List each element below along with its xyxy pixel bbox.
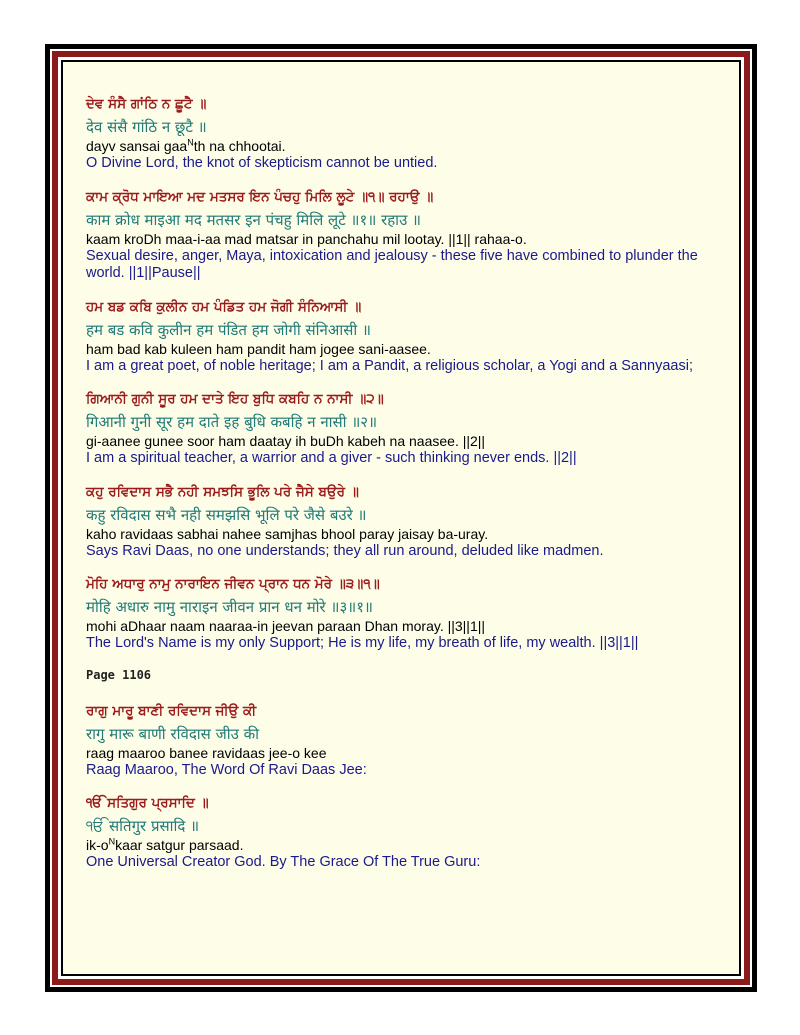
- gurmukhi-line: ਕਹੁ ਰਵਿਦਾਸ ਸਭੈ ਨਹੀ ਸਮਝਸਿ ਭੂਲਿ ਪਰੇ ਜੈਸੇ ਬਉਰੇ ॥: [86, 483, 359, 500]
- translit-part: ik-o: [86, 837, 109, 853]
- devanagari-line: काम क्रोध माइआ मद मतसर इन पंचहु मिलि लूटे ॥१॥ रहाउ ॥: [86, 210, 422, 229]
- gurmukhi-line: ਗਿਆਨੀ ਗੁਨੀ ਸੂਰ ਹਮ ਦਾਤੇ ਇਹ ਬੁਧਿ ਕਬਹਿ ਨ ਨਾਸੀ ॥੨॥: [86, 391, 384, 407]
- page-number-label: Page 1106: [86, 667, 152, 682]
- gurmukhi-line: ਦੇਵ ਸੰਸੈ ਗਾਂਠਿ ਨ ਛੂਟੈ ॥: [86, 96, 207, 112]
- translation-line: O Divine Lord, the knot of skepticism cannot be untied.: [86, 155, 438, 171]
- verse: [86, 483, 706, 561]
- transliteration-line: kaho ravidaas sabhai nahee samjhas bhool paray jaisay ba-uray.: [86, 525, 489, 542]
- transliteration-line: mohi aDhaar naam naaraa-in jeevan paraan Dhan moray. ||3||1||: [86, 618, 486, 634]
- translit-part: dayv sansai gaa: [86, 138, 188, 154]
- transliteration-line: gi-aanee gunee soor ham daatay ih buDh kabeh na naasee. ||2||: [86, 433, 486, 449]
- verse: [86, 390, 706, 468]
- translation-line: I am a great poet, of noble heritage; I am a Pandit, a religious scholar, a Yogi and a Sannyaasi;: [86, 357, 693, 374]
- gurmukhi-line: ੴ ਸਤਿਗੁਰ ਪ੍ਰਸਾਦਿ ॥: [86, 795, 209, 811]
- devanagari-line: ੴ सतिगुर प्रसादि ॥: [86, 817, 200, 835]
- transliteration-line: [86, 138, 706, 155]
- translation-line: Sexual desire, anger, Maya, intoxication and jealousy - these five have combined to plunder the world. ||1||Pause||: [86, 247, 698, 281]
- translation-line: I am a spiritual teacher, a warrior and a giver - such thinking never ends. ||2||: [86, 450, 577, 466]
- translit-superscript: N: [108, 836, 116, 847]
- translit-superscript: N: [187, 137, 194, 148]
- transliteration-line: ham bad kab kuleen ham pandit ham jogee sani-aasee.: [86, 340, 431, 357]
- transliteration-line: kaam kroDh maa-i-aa mad matsar in panchahu mil lootay. ||1|| rahaa-o.: [86, 230, 527, 247]
- verse: [86, 575, 706, 653]
- verse: [86, 702, 706, 780]
- gurmukhi-line: ਹਮ ਬਡ ਕਬਿ ਕੁਲੀਨ ਹਮ ਪੰਡਿਤ ਹਮ ਜੋਗੀ ਸੰਨਿਆਸੀ ॥: [86, 298, 362, 315]
- translation-line: Says Ravi Daas, no one understands; they all run around, deluded like madmen.: [86, 542, 604, 559]
- transliteration-line: raag maaroo banee ravidaas jee-o kee: [86, 744, 327, 761]
- verse: [86, 95, 706, 173]
- devanagari-line: कहु रविदास सभै नही समझसि भूलि परे जैसे बउरे ॥: [86, 505, 367, 524]
- verse: [86, 794, 706, 872]
- devanagari-line: गिआनी गुनी सूर हम दाते इह बुधि कबहि न नासी ॥२॥: [86, 413, 378, 431]
- translation-line: Raag Maaroo, The Word Of Ravi Daas Jee:: [86, 761, 367, 778]
- translit-part: th na chhootai.: [193, 138, 286, 154]
- gurmukhi-line: ਰਾਗੁ ਮਾਰੂ ਬਾਣੀ ਰਵਿਦਾਸ ਜੀਉ ਕੀ: [86, 702, 257, 719]
- translation-line: One Universal Creator God. By The Grace Of The True Guru:: [86, 854, 481, 870]
- verse: [86, 298, 706, 376]
- verse: [86, 188, 706, 283]
- devanagari-line: मोहि अधारु नामु नाराइन जीवन प्रान धन मोरे ॥३॥१॥: [86, 598, 374, 616]
- scripture-content: [86, 95, 706, 887]
- translit-part: kaar satgur parsaad.: [115, 837, 244, 853]
- translation-line: The Lord's Name is my only Support; He is my life, my breath of life, my wealth. ||3||1||: [86, 635, 639, 651]
- devanagari-line: हम बड कवि कुलीन हम पंडित हम जोगी संनिआसी ॥: [86, 320, 371, 339]
- devanagari-line: देव संसै गांठि न छूटै ॥: [86, 118, 207, 136]
- devanagari-line: रागु मारू बाणी रविदास जीउ की: [86, 724, 259, 743]
- transliteration-line: [86, 837, 706, 854]
- gurmukhi-line: ਕਾਮ ਕ੍ਰੋਧ ਮਾਇਆ ਮਦ ਮਤਸਰ ਇਨ ਪੰਚਹੁ ਮਿਲਿ ਲੂਟੇ ॥੧॥ ਰਹਾਉ ॥: [86, 188, 434, 205]
- gurmukhi-line: ਮੋਹਿ ਅਧਾਰੁ ਨਾਮੁ ਨਾਰਾਇਨ ਜੀਵਨ ਪ੍ਰਾਨ ਧਨ ਮੋਰੇ ॥੩॥੧॥: [86, 576, 380, 592]
